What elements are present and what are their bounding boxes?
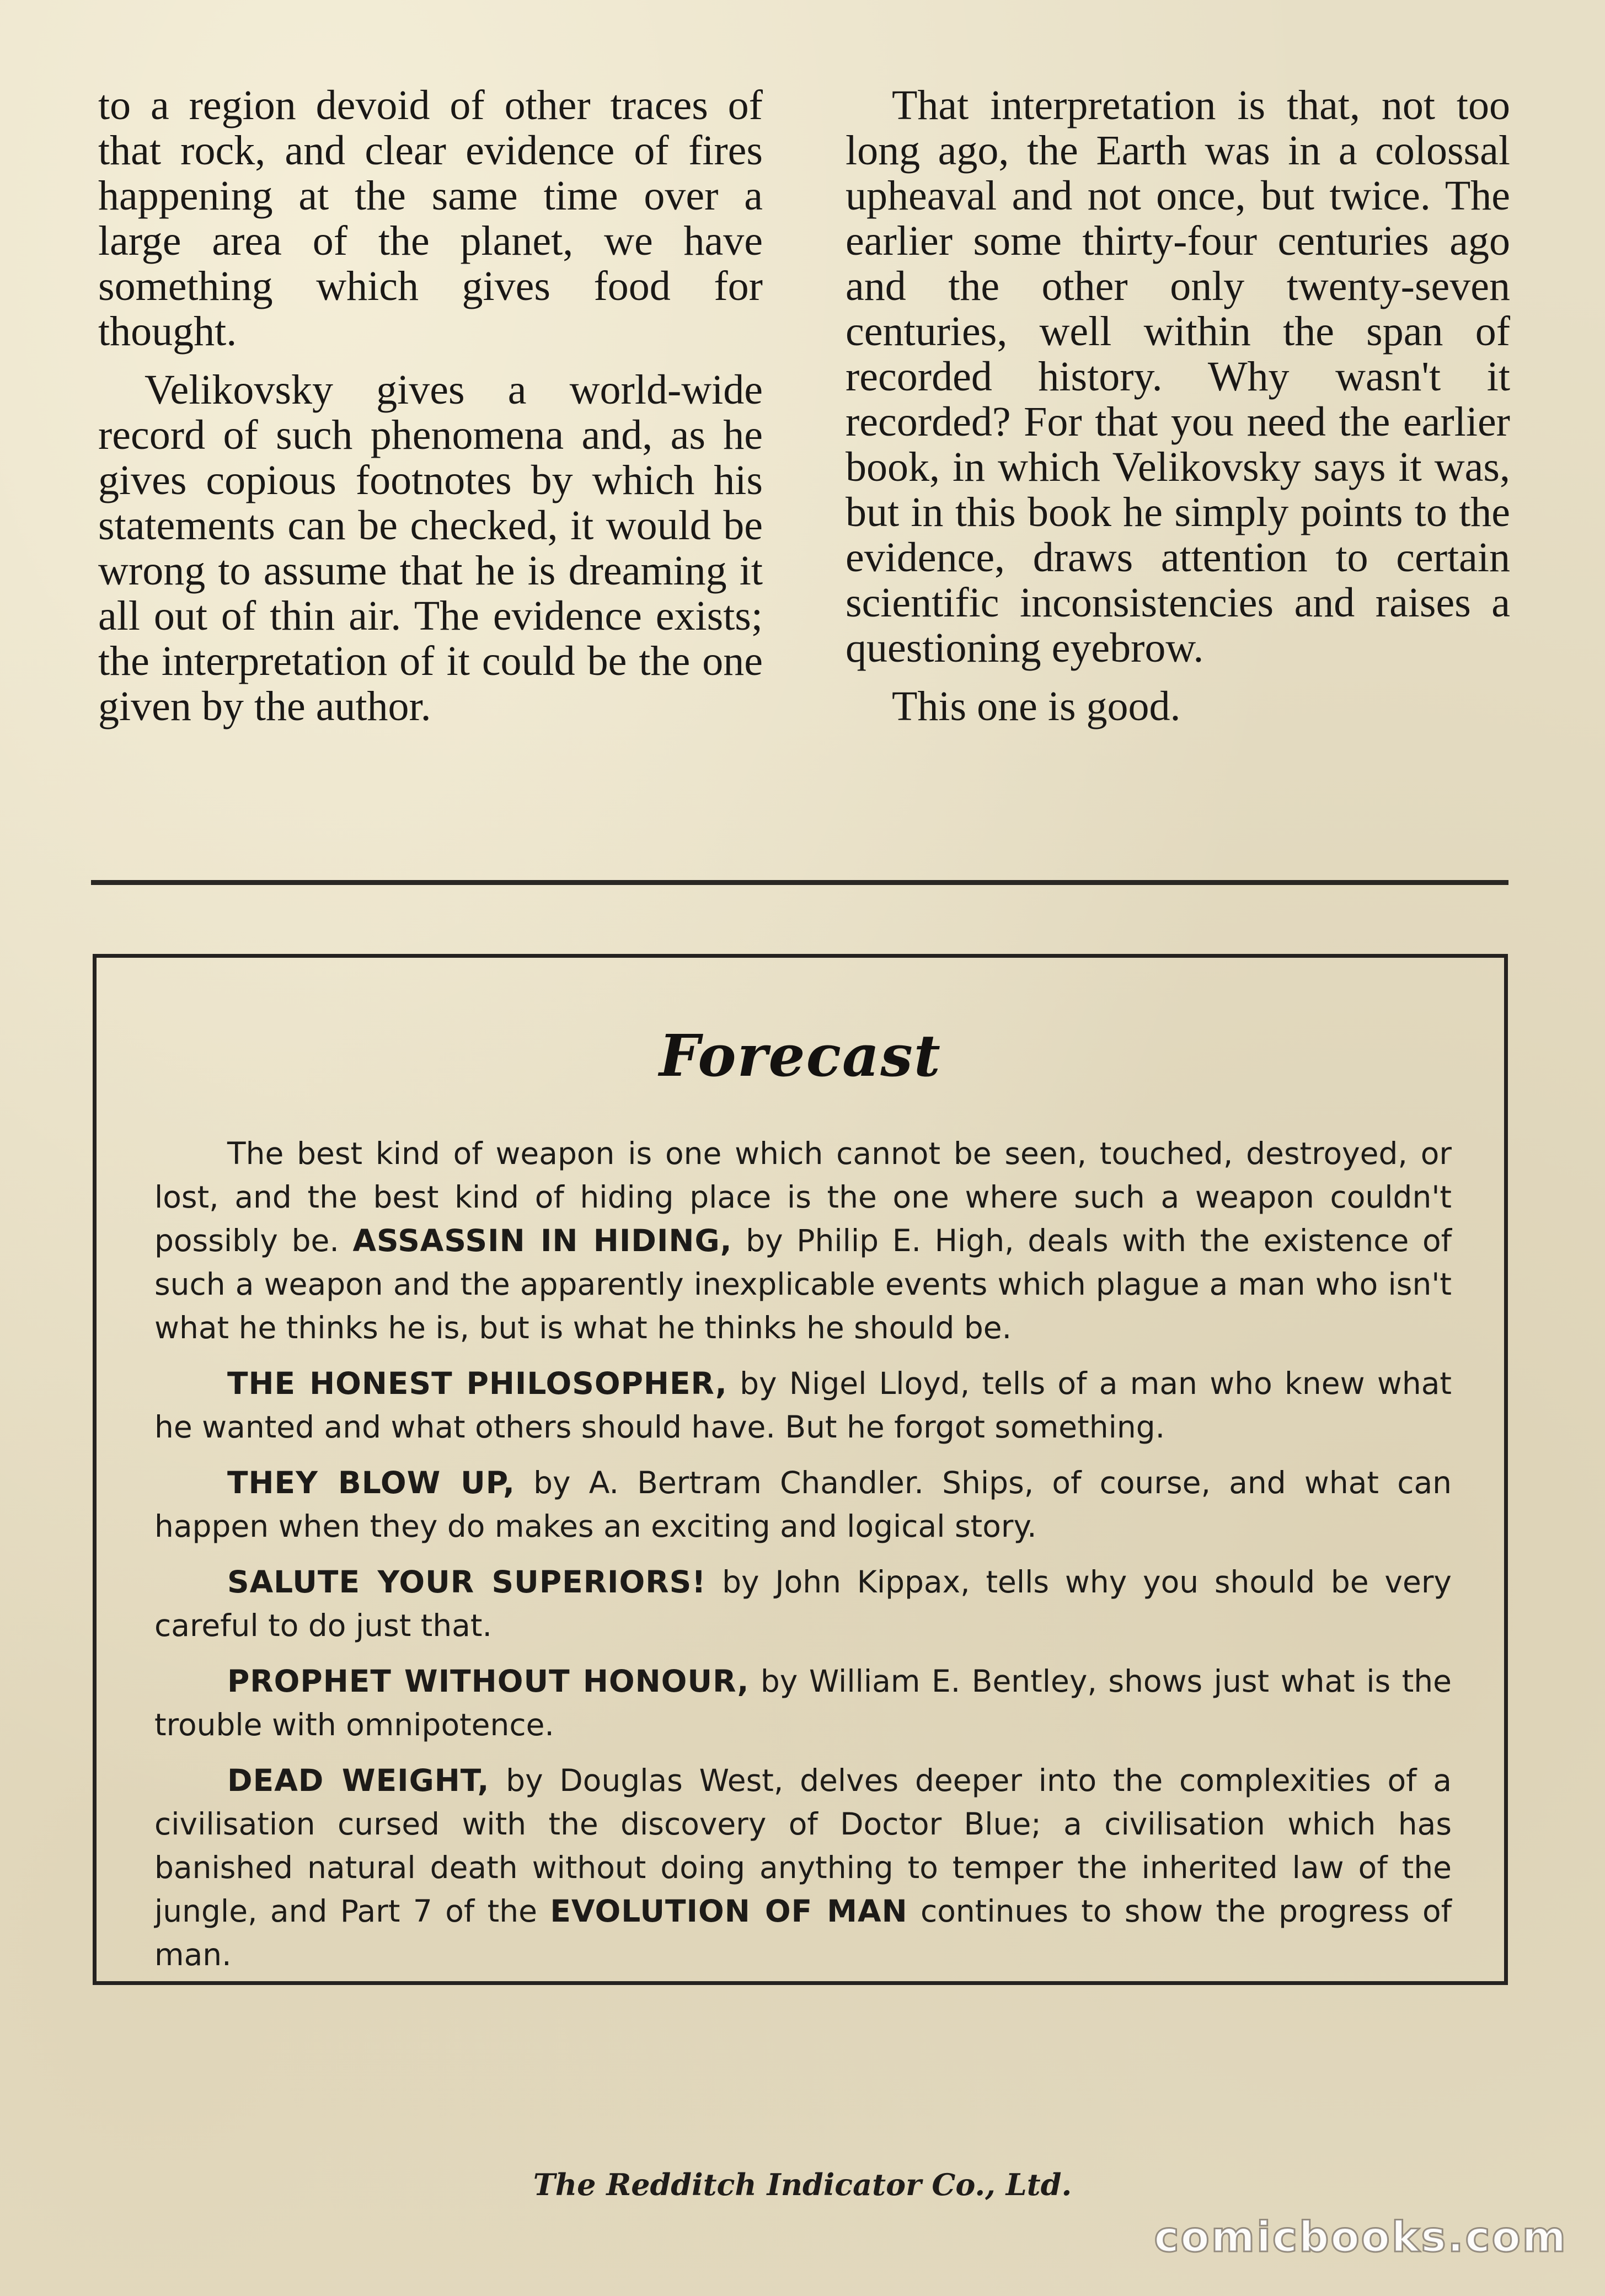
story-title: THE HONEST PHILOSOPHER, bbox=[227, 1366, 727, 1401]
article-paragraph: That interpretation is that, not too long ago, the Earth was in a colossal upheaval and not once, but twice. The earlier some thirty-four centuries ago and the other only twenty-seven centuries, well within the span of recorded history. Why wasn't it recorded? For that you need the earlier book, in which Velikovsky says it was, but in this book he simply points to the evidence, draws attention to certain scientific inconsistencies and raises a questioning eyebrow. bbox=[846, 82, 1510, 671]
forecast-text: by John Kippax, tells why you should be very careful to do just that. bbox=[154, 1564, 1452, 1643]
forecast-text: by Nigel Lloyd, tells of a man who knew what he wanted and what others should have. But he forgot something. bbox=[154, 1366, 1452, 1445]
article-paragraph: Velikovsky gives a world-wide record of such phenomena and, as he gives copious footnotes by which his statements can be checked, it would be wrong to assume that he is dreaming it all out of thin air. The evidence exists; the interpretation of it could be the one given by the author. bbox=[98, 367, 763, 729]
article-paragraph: This one is good. bbox=[892, 683, 1181, 729]
forecast-text: by Philip E. High, deals with the existence of such a weapon and the apparently inexplicable events which plague a man who isn't what he thinks he is, but is what he thinks he should be. bbox=[154, 1223, 1452, 1345]
forecast-box bbox=[93, 954, 1508, 1985]
story-title: SALUTE YOUR SUPERIORS! bbox=[227, 1564, 707, 1600]
article-right-column bbox=[846, 83, 1510, 833]
story-title: THEY BLOW UP, bbox=[227, 1465, 515, 1500]
forecast-paragraph bbox=[154, 1660, 1452, 1747]
forecast-paragraph bbox=[154, 1362, 1452, 1449]
article-columns bbox=[98, 83, 1510, 833]
series-title: EVOLUTION OF MAN bbox=[550, 1893, 908, 1929]
printer-credit: The Redditch Indicator Co., Ltd. bbox=[533, 2167, 1072, 2202]
forecast-title: Forecast bbox=[659, 1022, 941, 1090]
story-title: DEAD WEIGHT, bbox=[227, 1763, 490, 1798]
forecast-text: continues to show the progress of man. bbox=[154, 1893, 1452, 1972]
watermark-text: comicbooks.com bbox=[1154, 2212, 1567, 2261]
story-title: ASSASSIN IN HIDING, bbox=[352, 1223, 732, 1258]
article-paragraph: to a region devoid of other traces of that rock, and clear evidence of fires happening at the same time over a large area of the planet, we have something which gives food for thought. bbox=[98, 82, 763, 355]
forecast-paragraph bbox=[154, 1759, 1452, 1977]
forecast-text: The best kind of weapon is one which cannot be seen, touched, destroyed, or lost, and the best kind of hiding place is the one where such a weapon couldn't possibly be. bbox=[154, 1136, 1452, 1258]
forecast-paragraph bbox=[154, 1132, 1452, 1350]
forecast-paragraph bbox=[154, 1560, 1452, 1648]
forecast-text: by Douglas West, delves deeper into the complexities of a civilisation cursed with the discovery of Doctor Blue; a civilisation which has banished natural death without doing anything to temper the inherited law of the jungle, and Part 7 of the bbox=[154, 1763, 1452, 1929]
forecast-text: by William E. Bentley, shows just what is the trouble with omnipotence. bbox=[154, 1664, 1452, 1742]
forecast-body bbox=[154, 1132, 1452, 1989]
article-left-column bbox=[98, 83, 763, 833]
section-divider bbox=[91, 880, 1508, 885]
story-title: PROPHET WITHOUT HONOUR, bbox=[227, 1664, 750, 1699]
forecast-text: by A. Bertram Chandler. Ships, of course, and what can happen when they do makes an exciting and logical story. bbox=[154, 1465, 1452, 1544]
forecast-paragraph bbox=[154, 1461, 1452, 1548]
